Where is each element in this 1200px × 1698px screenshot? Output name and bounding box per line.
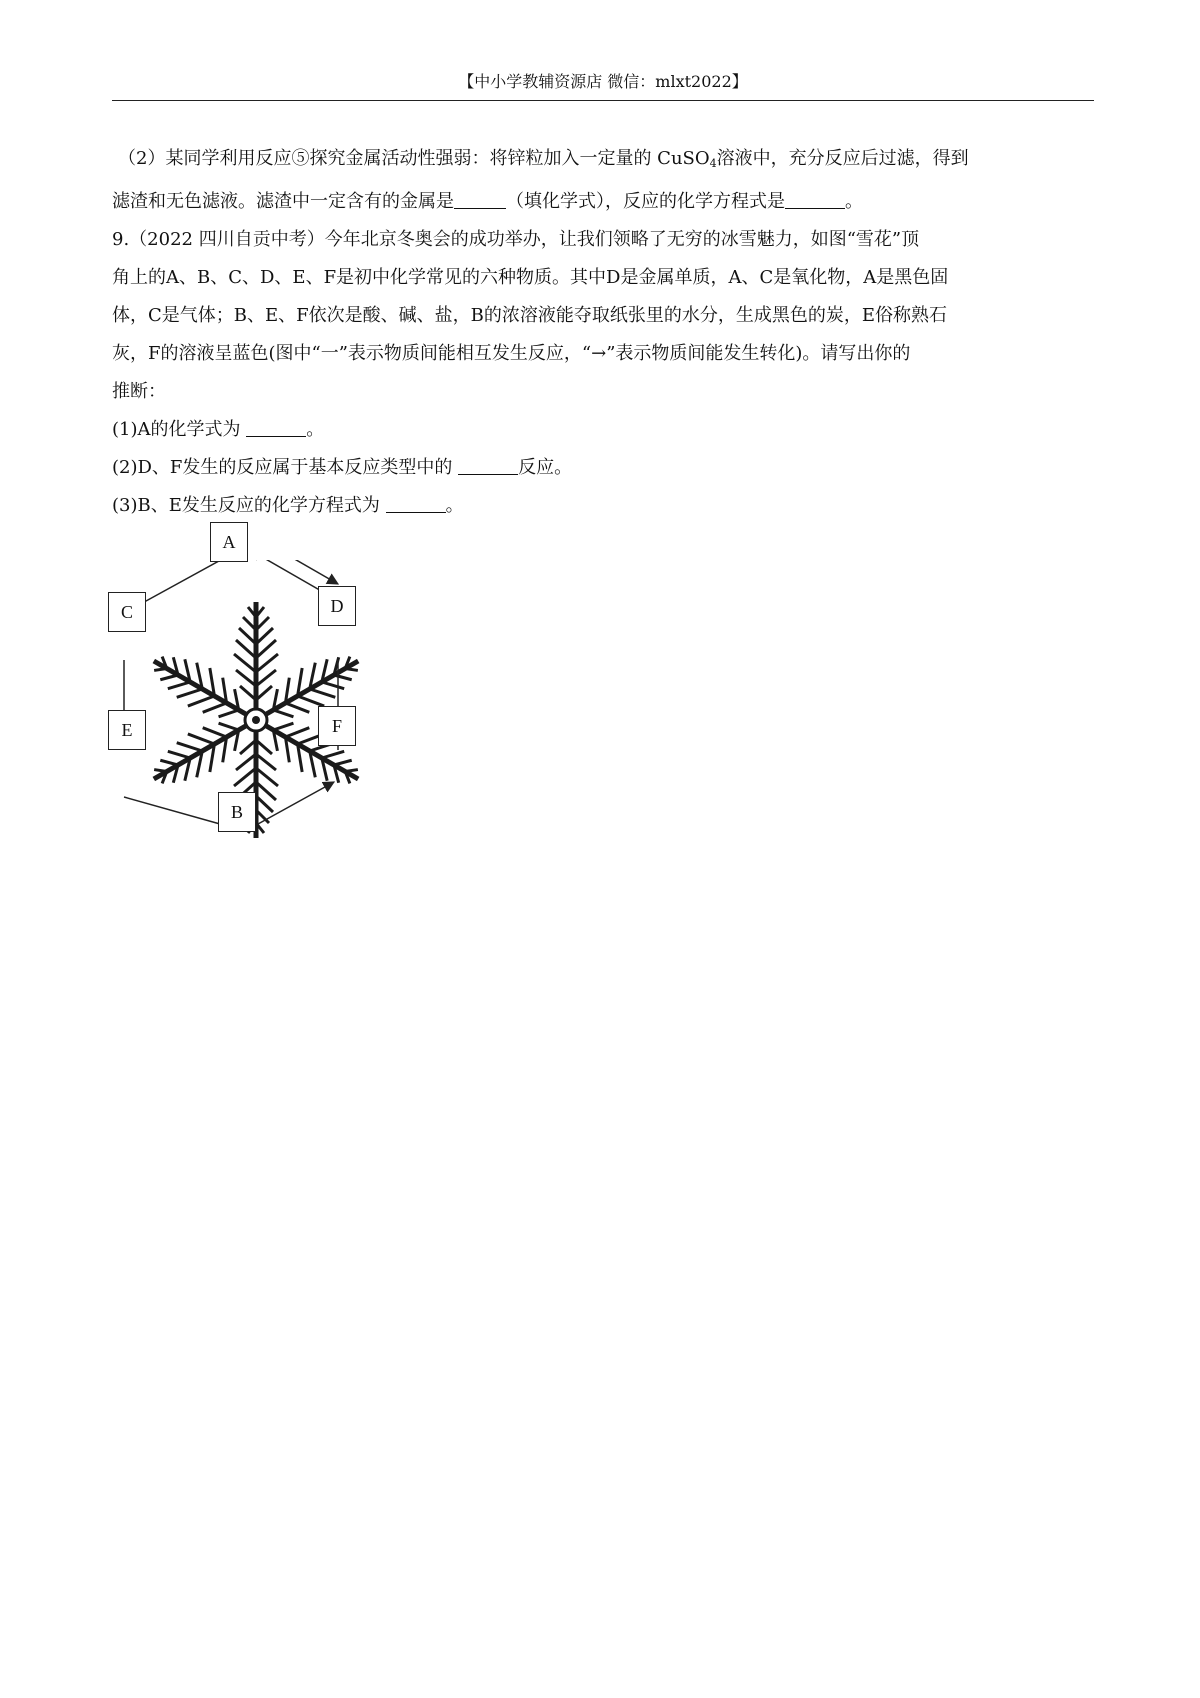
q9-sub3: (3)B、E发生反应的化学方程式为 。 bbox=[112, 495, 464, 516]
q9-line1: 9.（2022 四川自贡中考）今年北京冬奥会的成功举办，让我们领略了无穷的冰雪魅力，如图“雪花”顶 bbox=[112, 229, 920, 250]
q9-line3: 体，C是气体；B、E、F依次是酸、碱、盐，B的浓溶液能夺取纸张里的水分，生成黑色的炭，E俗称熟石 bbox=[112, 305, 947, 326]
answer-blank[interactable] bbox=[785, 190, 845, 209]
q8-part2-line1: （2）某同学利用反应⑤探究金属活动性强弱：将锌粒加入一定量的 CuSO$_4$溶液中，充分反应后过滤，得到 bbox=[118, 148, 969, 170]
node-b: B bbox=[218, 792, 256, 832]
q8-part2-line2: 滤渣和无色滤液。滤渣中一定含有的金属是 （填化学式），反应的化学方程式是 。 bbox=[112, 191, 863, 212]
node-f: F bbox=[318, 706, 356, 746]
q9-sub1: (1)A的化学式为 。 bbox=[112, 419, 325, 440]
q9-line4: 灰，F的溶液呈蓝色(图中“一”表示物质间能相互发生反应，“→”表示物质间能发生转化)。请写出你的 bbox=[112, 343, 911, 364]
answer-blank[interactable] bbox=[458, 456, 518, 475]
snowflake-diagram bbox=[110, 560, 410, 880]
answer-blank[interactable] bbox=[386, 494, 446, 513]
node-c: C bbox=[108, 592, 146, 632]
arrow-b-to-f bbox=[258, 782, 334, 824]
q9-sub2: (2)D、F发生的反应属于基本反应类型中的 反应。 bbox=[112, 457, 573, 478]
snowflake-figure bbox=[110, 532, 410, 880]
page-header bbox=[112, 64, 1094, 101]
answer-blank[interactable] bbox=[454, 190, 506, 209]
node-d: D bbox=[318, 586, 356, 626]
q9-line5: 推断： bbox=[112, 381, 166, 402]
q9-line2: 角上的A、B、C、D、E、F是初中化学常见的六种物质。其中D是金属单质，A、C是氧化物，A是黑色固 bbox=[112, 267, 949, 288]
answer-blank[interactable] bbox=[246, 418, 306, 437]
node-e: E bbox=[108, 710, 146, 750]
node-a: A bbox=[210, 522, 248, 562]
line-e-b bbox=[124, 797, 220, 824]
arrow-a-to-d bbox=[258, 560, 338, 584]
document-body bbox=[112, 140, 1094, 525]
header-text: 【中小学教辅资源店 微信：mlxt2022】 bbox=[458, 72, 748, 91]
